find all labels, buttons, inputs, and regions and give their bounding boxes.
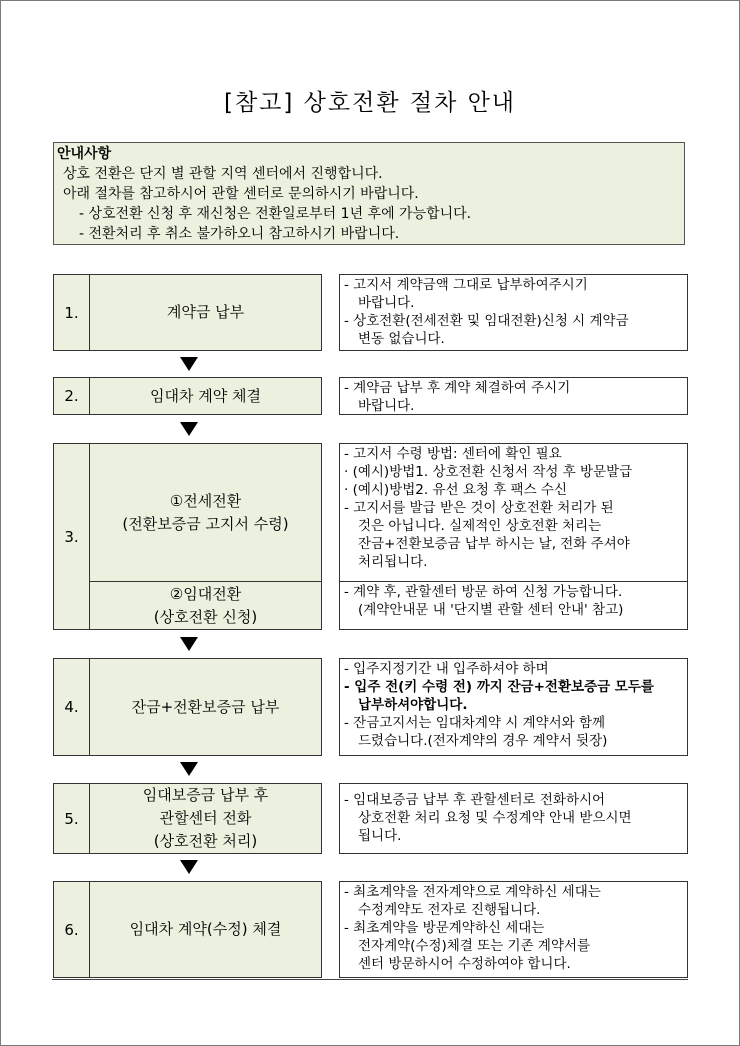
desc-line: 바랍니다. bbox=[358, 295, 415, 311]
desc-line: - 상호전환(전세전환 및 임대전환)신청 시 계약금 bbox=[344, 313, 629, 329]
desc-line: 변동 없습니다. bbox=[358, 331, 445, 347]
desc-line: - 고지서 수령 방법: 센터에 확인 필요 bbox=[344, 446, 562, 462]
desc-line: - 고지서를 발급 받은 것이 상호전환 처리가 된 bbox=[344, 500, 614, 516]
step-name-line: 임대차 계약(수정) 체결 bbox=[129, 920, 282, 938]
step-name-line: 임대차 계약 체결 bbox=[150, 386, 261, 405]
step-3a-description bbox=[339, 443, 688, 582]
step-name-line: 계약금 납부 bbox=[166, 303, 245, 321]
step-name-line: ②임대전환 bbox=[169, 584, 242, 603]
step-name-line: ①전세전환 bbox=[169, 491, 242, 510]
step-3a-name bbox=[89, 443, 322, 582]
desc-line: 센터 방문하시어 수정하여야 합니다. bbox=[358, 956, 571, 972]
step-6-description bbox=[339, 881, 688, 978]
divider bbox=[52, 979, 688, 980]
desc-line: - 잔금고지서는 임대차계약 시 계약서와 함께 bbox=[344, 715, 606, 731]
notice-line: 아래 절차를 참고하시어 관할 센터로 문의하시기 바랍니다. bbox=[63, 186, 419, 202]
notice-sub-line: - 전환처리 후 취소 불가하오니 참고하시기 바랍니다. bbox=[79, 226, 400, 242]
step-4-description bbox=[339, 658, 688, 756]
step-3b-name bbox=[89, 581, 322, 630]
step-5-number: 5. bbox=[53, 783, 90, 854]
desc-line: · (예시)방법2. 유선 요청 후 팩스 수신 bbox=[344, 482, 567, 498]
down-arrow-icon bbox=[180, 422, 198, 436]
step-2-description bbox=[339, 377, 688, 415]
desc-line: - 입주지정기간 내 입주하셔야 하며 bbox=[344, 661, 549, 677]
desc-line: 잔금+전환보증금 납부 하시는 날, 전화 주셔야 bbox=[358, 536, 630, 552]
step-3b-description bbox=[339, 581, 688, 630]
desc-line: - 입주 전(키 수령 전) 까지 잔금+전환보증금 모두를 bbox=[344, 679, 654, 695]
step-4-name bbox=[89, 658, 322, 756]
step-3-number: 3. bbox=[53, 443, 90, 630]
down-arrow-icon bbox=[180, 637, 198, 651]
down-arrow-icon bbox=[180, 357, 198, 371]
step-5-name bbox=[89, 783, 322, 854]
desc-line: 수정계약도 전자로 진행됩니다. bbox=[358, 902, 541, 918]
notice-box bbox=[53, 142, 685, 245]
step-5-description bbox=[339, 783, 688, 854]
step-name-line: (전환보증금 고지서 수령) bbox=[122, 514, 289, 533]
step-name-line: (상호전환 신청) bbox=[153, 607, 258, 626]
step-6-number: 6. bbox=[53, 881, 90, 978]
step-2-name bbox=[89, 377, 322, 415]
step-1-number: 1. bbox=[53, 274, 90, 351]
step-name-line: 잔금+전환보증금 납부 bbox=[131, 697, 280, 716]
step-name-line: 임대보증금 납부 후 bbox=[142, 786, 269, 804]
desc-line: 바랍니다. bbox=[358, 398, 415, 414]
page-title: [참고] 상호전환 절차 안내 bbox=[223, 90, 517, 116]
desc-line: 처리됩니다. bbox=[358, 554, 428, 570]
desc-line: 전자계약(수정)체결 또는 기존 계약서를 bbox=[358, 938, 591, 954]
desc-line: - 최초계약을 방문계약하신 세대는 bbox=[344, 920, 545, 936]
step-2-number: 2. bbox=[53, 377, 90, 415]
desc-line: - 최초계약을 전자계약으로 계약하신 세대는 bbox=[344, 884, 601, 900]
desc-line: 상호전환 처리 요청 및 수정계약 안내 받으시면 bbox=[358, 810, 632, 826]
step-name-line: 관할센터 전화 bbox=[159, 809, 252, 827]
desc-line: (계약안내문 내 '단지별 관할 센터 안내' 참고) bbox=[358, 602, 624, 618]
step-1-name bbox=[89, 274, 322, 351]
desc-line: - 계약 후, 관할센터 방문 하여 신청 가능합니다. bbox=[344, 584, 623, 600]
notice-heading: 안내사항 bbox=[57, 146, 112, 162]
desc-line: 됩니다. bbox=[358, 828, 402, 844]
down-arrow-icon bbox=[180, 860, 198, 874]
desc-line: 납부하셔야합니다. bbox=[358, 697, 468, 713]
step-6-name bbox=[89, 881, 322, 978]
step-name-line: (상호전환 처리) bbox=[153, 832, 258, 850]
step-1-description bbox=[339, 274, 688, 351]
desc-line: 것은 아닙니다. 실제적인 상호전환 처리는 bbox=[358, 518, 602, 534]
desc-line: - 임대보증금 납부 후 관할센터로 전화하시어 bbox=[344, 792, 606, 808]
desc-line: - 고지서 계약금액 그대로 납부하여주시기 bbox=[344, 277, 588, 293]
notice-line: 상호 전환은 단지 별 관할 지역 센터에서 진행합니다. bbox=[63, 166, 383, 182]
desc-line: 드렸습니다.(전자계약의 경우 계약서 뒷장) bbox=[358, 733, 608, 749]
desc-line: · (예시)방법1. 상호전환 신청서 작성 후 방문발급 bbox=[344, 464, 633, 480]
step-4-number: 4. bbox=[53, 658, 90, 756]
down-arrow-icon bbox=[180, 762, 198, 776]
notice-sub-line: - 상호전환 신청 후 재신청은 전환일로부터 1년 후에 가능합니다. bbox=[79, 206, 472, 222]
desc-line: - 계약금 납부 후 계약 체결하여 주시기 bbox=[344, 380, 571, 396]
